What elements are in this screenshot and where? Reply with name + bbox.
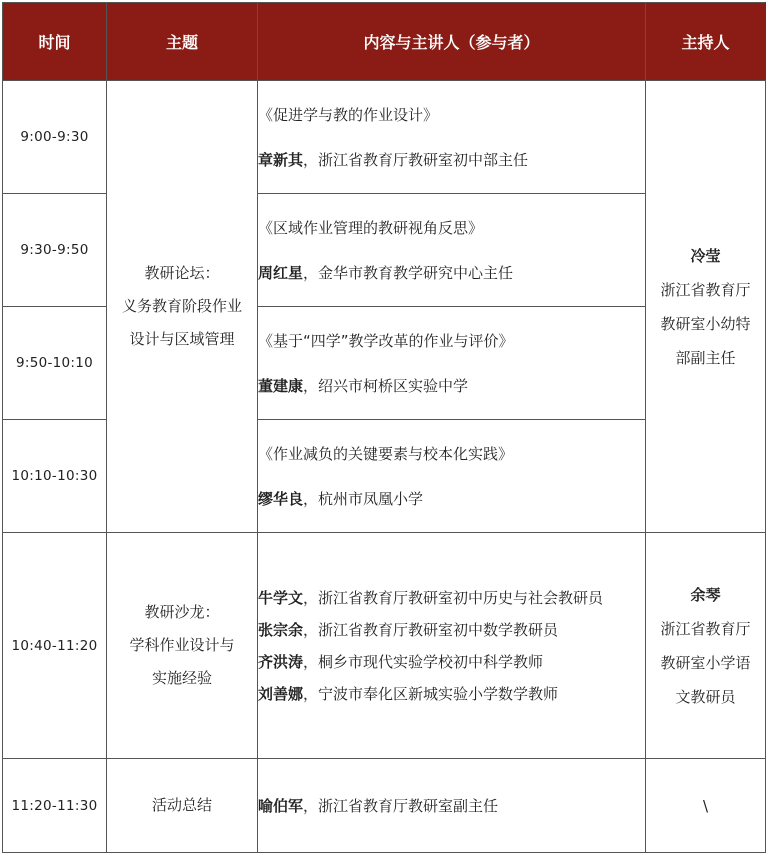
header-host: 主持人 [646, 3, 766, 81]
speaker [258, 262, 645, 283]
salon-host-cell [646, 533, 766, 759]
host-name-text: 余琴 [690, 585, 721, 604]
speaker-name: 董建康 [258, 377, 304, 395]
table-row [3, 759, 766, 853]
speaker-affiliation: ，杭州市凤凰小学 [303, 490, 424, 508]
speaker [258, 587, 645, 608]
session-time: 10:10-10:30 [3, 420, 107, 533]
table-row [3, 533, 766, 759]
speaker-affiliation: ，宁波市奉化区新城实验小学数学教师 [303, 685, 559, 703]
talk-cell [258, 194, 646, 307]
speaker [258, 651, 645, 672]
host-title-line: 浙江省教育厅 [660, 619, 751, 638]
speaker [258, 795, 645, 816]
speaker-affiliation: ，浙江省教育厅教研室初中历史与社会教研员 [303, 589, 604, 607]
host-name-text: 冷莹 [690, 246, 721, 265]
speaker [258, 683, 645, 704]
session-time: 11:20-11:30 [3, 759, 107, 853]
salon-topic-line: 教研沙龙： [144, 603, 220, 621]
panel-cell [258, 533, 646, 759]
talk-title: 《基于“四学”教学改革的作业与评价》 [258, 332, 514, 350]
salon-topic-line: 实施经验 [151, 669, 212, 687]
forum-topic-line: 设计与区域管理 [129, 330, 235, 348]
summary-cell [258, 759, 646, 853]
speaker-affiliation: ，浙江省教育厅教研室副主任 [303, 797, 499, 815]
host-name [646, 239, 765, 273]
summary-topic: 活动总结 [107, 759, 258, 853]
salon-topic-line: 学科作业设计与 [129, 636, 235, 654]
host-name [646, 578, 765, 612]
header-content: 内容与主讲人（参与者） [258, 3, 646, 81]
host-title-line: 文教研员 [675, 687, 736, 706]
speaker-affiliation: ，浙江省教育厅教研室初中数学教研员 [303, 621, 559, 639]
talk-cell [258, 420, 646, 533]
session-time: 9:30-9:50 [3, 194, 107, 307]
session-time: 10:40-11:20 [3, 533, 107, 759]
speaker-name: 牛学文 [258, 589, 304, 607]
speaker-name: 喻伯军 [258, 797, 304, 815]
speaker [258, 149, 645, 170]
forum-topic-line: 教研论坛： [144, 264, 220, 282]
speaker [258, 488, 645, 509]
talk-cell [258, 81, 646, 194]
forum-host-cell [646, 81, 766, 533]
speaker-affiliation: ，浙江省教育厅教研室初中部主任 [303, 151, 529, 169]
speaker-name: 张宗余 [258, 621, 304, 639]
speaker-name: 缪华良 [258, 490, 304, 508]
summary-host: \ [646, 759, 766, 853]
speaker [258, 619, 645, 640]
speaker-name: 章新其 [258, 151, 304, 169]
agenda-table [2, 2, 766, 853]
host-title-line: 浙江省教育厅 [660, 280, 751, 299]
header-row [3, 3, 766, 81]
forum-topic-cell [107, 81, 258, 533]
speaker-name: 周红星 [258, 264, 304, 282]
host-title-line: 教研室小学语 [660, 653, 751, 672]
speaker-name: 刘善娜 [258, 685, 304, 703]
session-time: 9:50-10:10 [3, 307, 107, 420]
talk-title: 《作业减负的关键要素与校本化实践》 [258, 445, 514, 463]
speaker-affiliation: ，绍兴市柯桥区实验中学 [303, 377, 469, 395]
speaker [258, 375, 645, 396]
host-title-line: 部副主任 [675, 348, 736, 367]
talk-title: 《促进学与教的作业设计》 [258, 106, 439, 124]
host-title-line: 教研室小幼特 [660, 314, 751, 333]
speaker-name: 齐洪涛 [258, 653, 304, 671]
talk-title: 《区域作业管理的教研视角反思》 [258, 219, 484, 237]
speaker-affiliation: ，桐乡市现代实验学校初中科学教师 [303, 653, 544, 671]
forum-topic-line: 义务教育阶段作业 [121, 297, 242, 315]
salon-topic-cell [107, 533, 258, 759]
header-time: 时间 [3, 3, 107, 81]
header-topic: 主题 [107, 3, 258, 81]
table-row [3, 81, 766, 194]
speaker-affiliation: ，金华市教育教学研究中心主任 [303, 264, 514, 282]
talk-cell [258, 307, 646, 420]
session-time: 9:00-9:30 [3, 81, 107, 194]
